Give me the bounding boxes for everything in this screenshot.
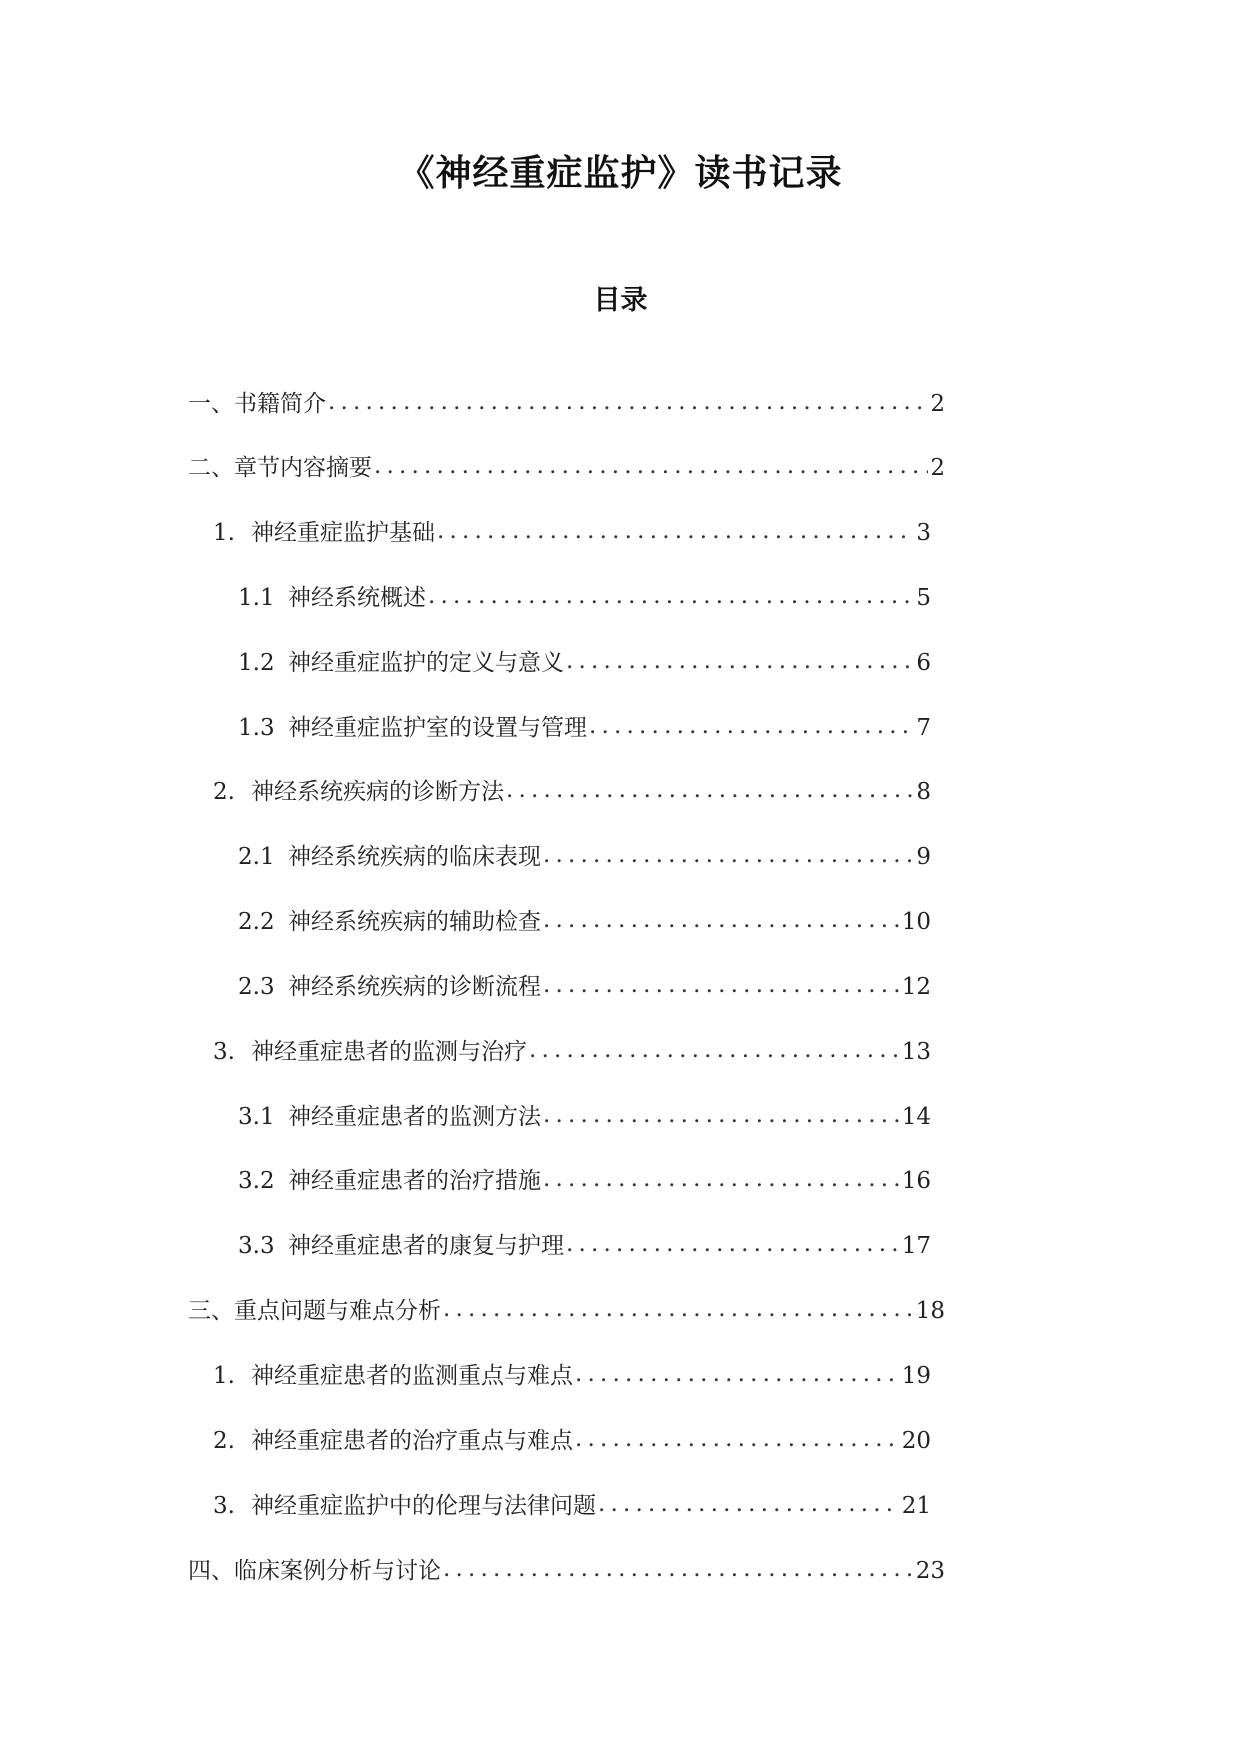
toc-entry-label: 重点问题与难点分析 — [234, 1298, 441, 1324]
toc-leader-dots — [374, 450, 928, 482]
toc-entry[interactable] — [188, 1295, 945, 1327]
toc-entry[interactable] — [213, 517, 931, 549]
toc-entry-page: 7 — [916, 715, 931, 741]
toc-entry[interactable] — [238, 906, 931, 938]
toc-entry-page: 18 — [915, 1298, 945, 1324]
toc-entry-label: 书籍简介 — [234, 391, 326, 417]
toc-entry[interactable] — [213, 1425, 931, 1457]
toc-entry[interactable] — [213, 1490, 931, 1522]
toc-leader-dots — [529, 1034, 900, 1066]
toc-leader-dots — [575, 1423, 900, 1455]
toc-leader-dots — [443, 1293, 914, 1325]
toc-entry-page: 12 — [901, 974, 931, 1000]
toc-entry-number: 2.1 — [238, 844, 275, 870]
toc-entry-number: 3.2 — [238, 1168, 275, 1194]
toc-entry[interactable] — [238, 841, 931, 873]
toc-entry-number: 3. — [213, 1493, 235, 1519]
toc-entry-label: 神经重症患者的监测重点与难点 — [251, 1363, 573, 1389]
toc-leader-dots — [437, 515, 914, 547]
toc-entry-page: 10 — [901, 909, 931, 935]
toc-entry-page: 2 — [930, 455, 945, 481]
toc-entry[interactable] — [238, 582, 931, 614]
toc-entry[interactable] — [238, 971, 931, 1003]
toc-entry-page: 13 — [901, 1039, 931, 1065]
toc-entry-label: 神经重症监护中的伦理与法律问题 — [251, 1493, 596, 1519]
toc-entry-page: 14 — [901, 1104, 931, 1130]
toc-entry-number: 3. — [213, 1039, 235, 1065]
toc-entry-label: 神经重症患者的监测与治疗 — [251, 1039, 527, 1065]
toc-entry-label: 神经重症患者的治疗措施 — [288, 1168, 541, 1194]
toc-leader-dots — [543, 839, 914, 871]
toc-leader-dots — [543, 1163, 900, 1195]
toc-entry-label: 神经重症患者的治疗重点与难点 — [251, 1428, 573, 1454]
toc-leader-dots — [566, 1228, 900, 1260]
toc-entry[interactable] — [188, 388, 945, 420]
toc-entry-number: 1. — [213, 1363, 235, 1389]
toc-entry-page: 8 — [916, 779, 931, 805]
toc-entry-page: 16 — [901, 1168, 931, 1194]
toc-leader-dots — [598, 1488, 900, 1520]
toc-leader-dots — [543, 904, 900, 936]
toc-entry-label: 神经重症患者的康复与护理 — [288, 1233, 564, 1259]
toc-entry-number: 四、 — [188, 1558, 234, 1584]
toc-leader-dots — [566, 645, 914, 677]
toc-entry-label: 神经重症监护的定义与意义 — [288, 650, 564, 676]
toc-entry-page: 5 — [916, 585, 931, 611]
toc-entry-label: 神经重症监护基础 — [251, 520, 435, 546]
toc-leader-dots — [575, 1358, 900, 1390]
toc-entry[interactable] — [238, 1101, 931, 1133]
toc-entry-number: 2. — [213, 1428, 235, 1454]
toc-entry-page: 3 — [916, 520, 931, 546]
toc-entry[interactable] — [238, 647, 931, 679]
toc-entry-number: 2. — [213, 779, 235, 805]
toc-entry-number: 三、 — [188, 1298, 234, 1324]
toc-entry[interactable] — [213, 776, 931, 808]
toc-entry-page: 9 — [916, 844, 931, 870]
toc-entry-number: 二、 — [188, 455, 234, 481]
toc-entry-page: 20 — [901, 1428, 931, 1454]
toc-entry-number: 3.1 — [238, 1104, 275, 1130]
toc-entry-number: 一、 — [188, 391, 234, 417]
toc-entry-label: 章节内容摘要 — [234, 455, 372, 481]
toc-leader-dots — [443, 1553, 914, 1585]
toc-leader-dots — [506, 774, 914, 806]
toc-entry[interactable] — [238, 1165, 931, 1197]
toc-entry-label: 神经重症监护室的设置与管理 — [288, 715, 587, 741]
toc-entry-number: 1.2 — [238, 650, 275, 676]
toc-entry[interactable] — [213, 1036, 931, 1068]
toc-entry-page: 17 — [901, 1233, 931, 1259]
toc-entry-number: 2.2 — [238, 909, 275, 935]
toc-entry-label: 临床案例分析与讨论 — [234, 1558, 441, 1584]
toc-entry[interactable] — [188, 452, 945, 484]
toc-entry-page: 6 — [916, 650, 931, 676]
toc-entry[interactable] — [238, 1230, 931, 1262]
toc-entry-page: 2 — [930, 391, 945, 417]
toc-leader-dots — [328, 386, 928, 418]
toc-entry-page: 23 — [915, 1558, 945, 1584]
toc-entry-label: 神经系统概述 — [288, 585, 426, 611]
toc-entry-page: 19 — [901, 1363, 931, 1389]
toc-entry[interactable] — [188, 1555, 945, 1587]
toc-leader-dots — [543, 1099, 900, 1131]
toc-entry-number: 1. — [213, 520, 235, 546]
toc-entry-page: 21 — [901, 1493, 931, 1519]
toc-leader-dots — [543, 969, 900, 1001]
toc-entry-number: 3.3 — [238, 1233, 275, 1259]
toc-entry-number: 1.1 — [238, 585, 275, 611]
toc-entry-label: 神经重症患者的监测方法 — [288, 1104, 541, 1130]
toc-entry[interactable] — [238, 712, 931, 744]
toc-entry-label: 神经系统疾病的诊断方法 — [251, 779, 504, 805]
toc-entry-label: 神经系统疾病的诊断流程 — [288, 974, 541, 1000]
toc-entry[interactable] — [213, 1360, 931, 1392]
toc-entry-label: 神经系统疾病的临床表现 — [288, 844, 541, 870]
toc-leader-dots — [428, 580, 914, 612]
toc-heading: 目录 — [593, 285, 648, 316]
toc-entry-label: 神经系统疾病的辅助检查 — [288, 909, 541, 935]
toc-leader-dots — [589, 710, 914, 742]
document-title: 《神经重症监护》读书记录 — [398, 153, 843, 194]
toc-entry-number: 2.3 — [238, 974, 275, 1000]
toc-entry-number: 1.3 — [238, 715, 275, 741]
